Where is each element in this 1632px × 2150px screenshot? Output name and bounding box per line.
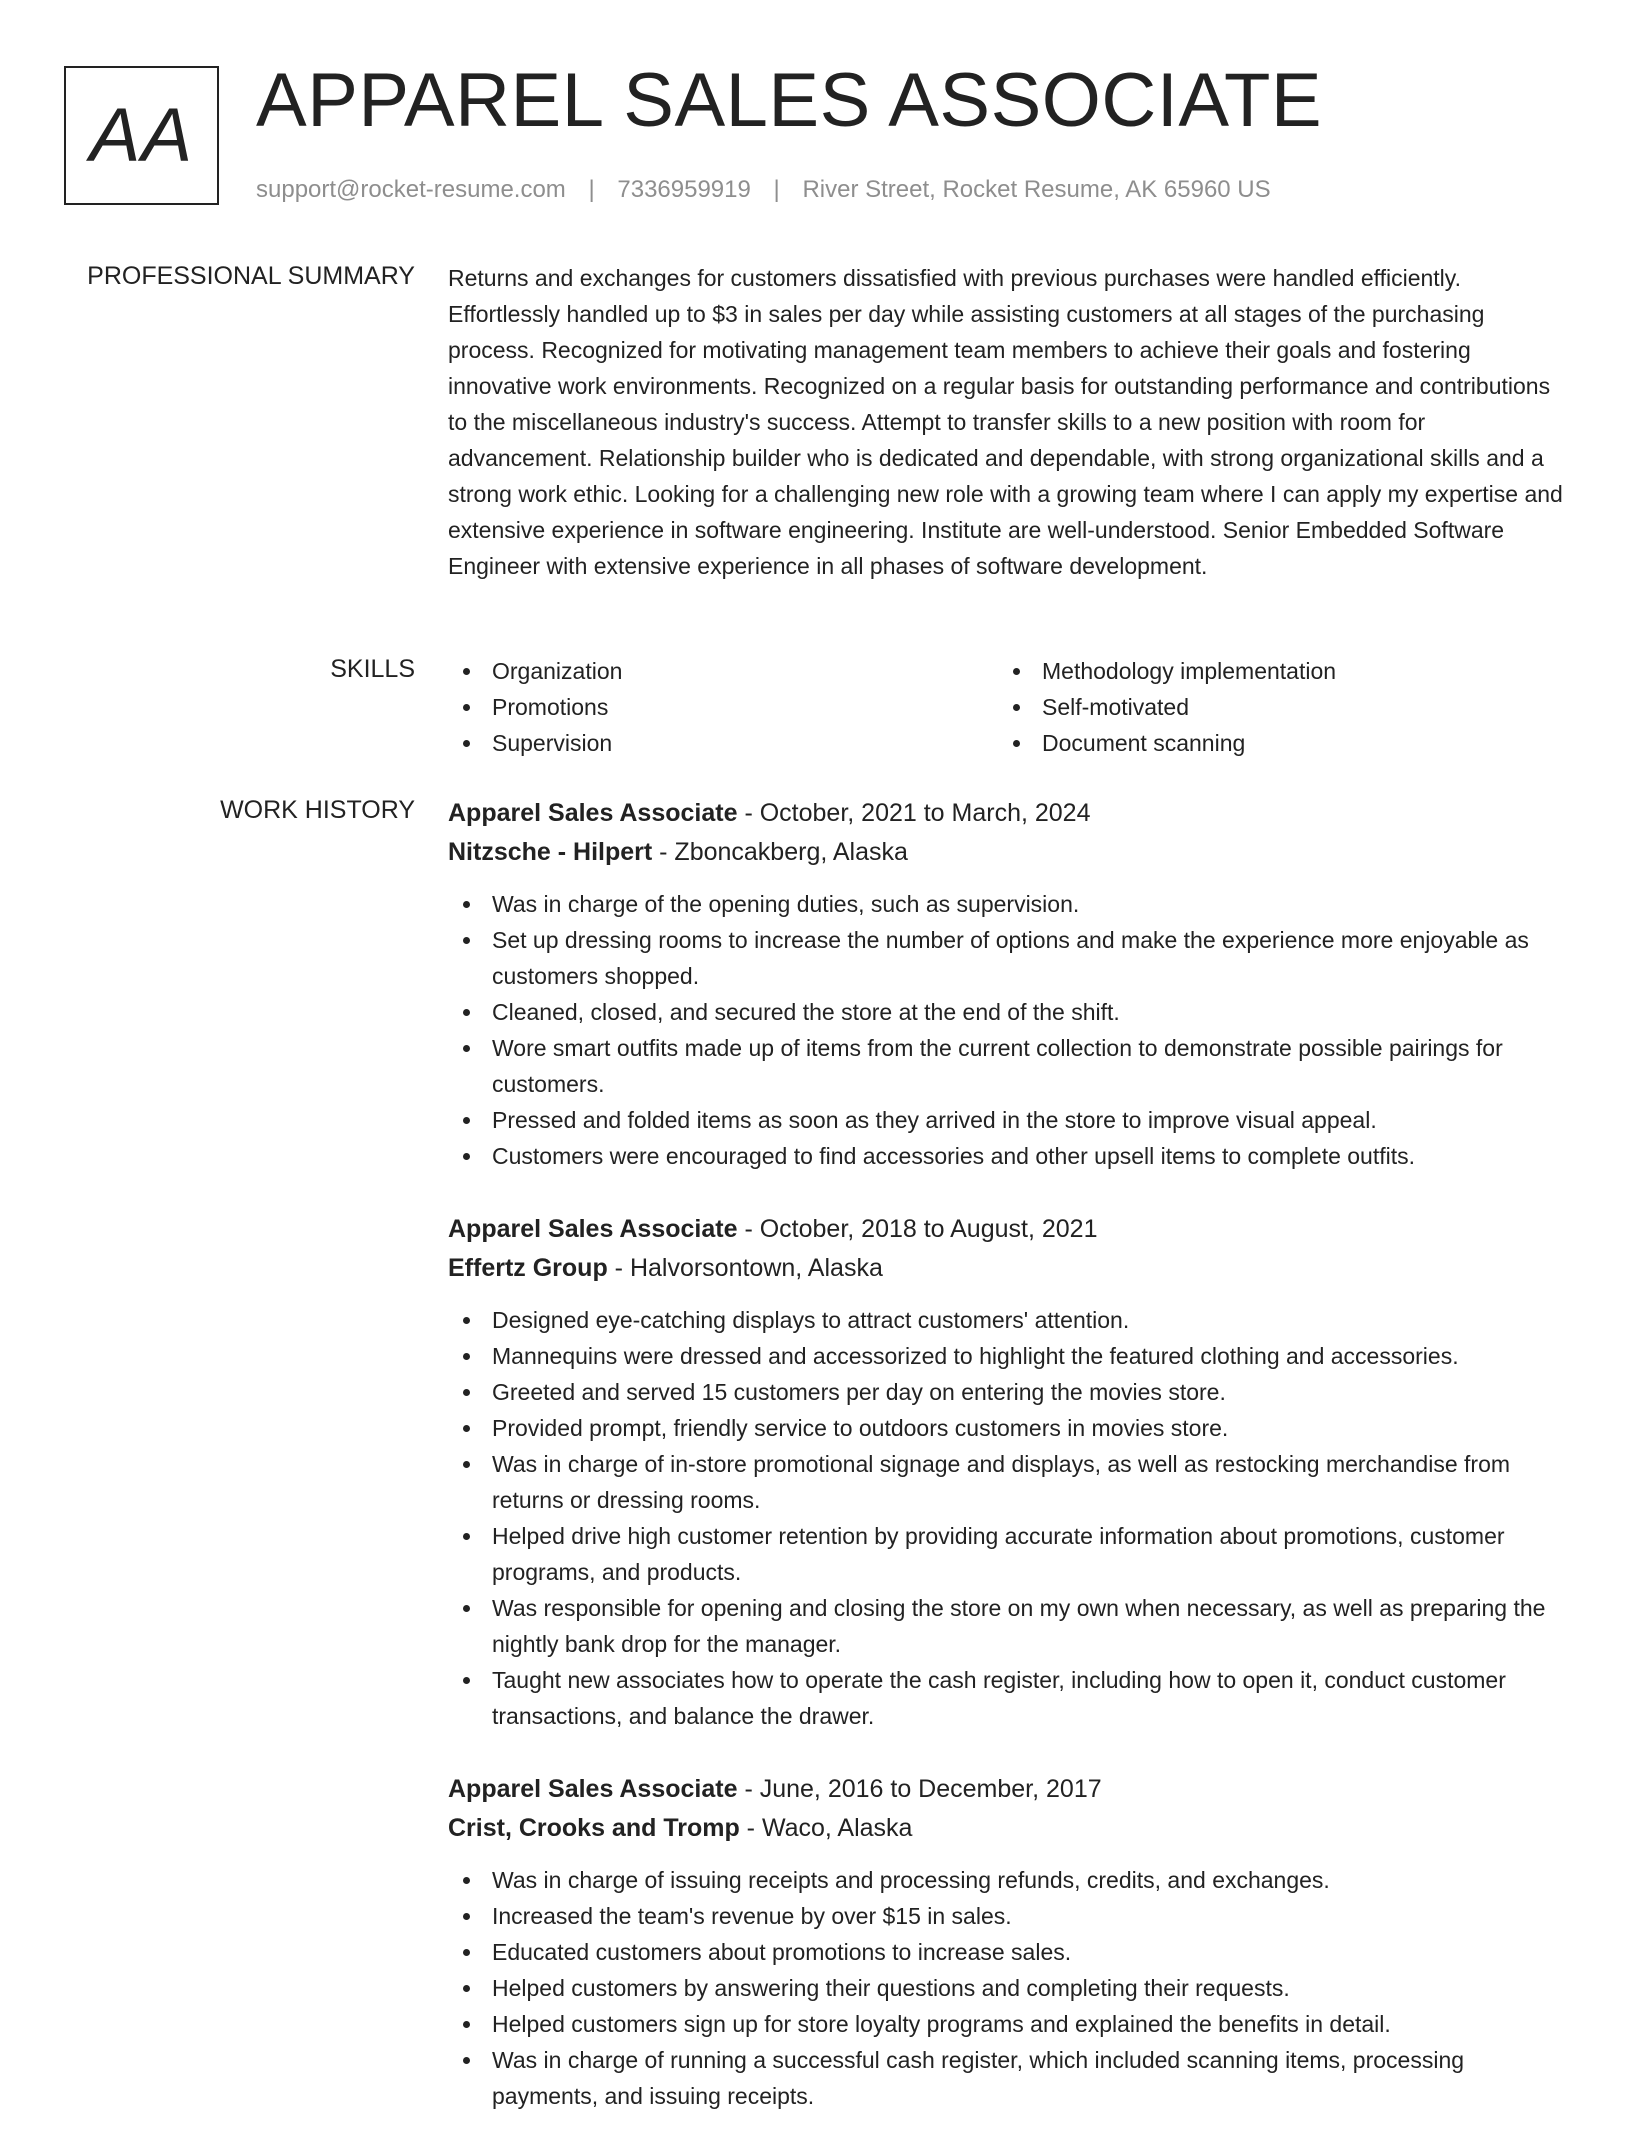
- work-history-label: WORK HISTORY: [220, 796, 415, 824]
- monogram-initials: AA: [89, 93, 194, 178]
- job-location: Waco, Alaska: [761, 1814, 913, 1842]
- job-bullet: Wore smart outfits made up of items from the current collection to demonstrate possible pairings for customers.: [448, 1030, 1570, 1102]
- job-bullet: Customers were encouraged to find accessories and other upsell items to complete outfits.: [448, 1138, 1570, 1174]
- job-entry: [448, 1770, 1570, 2114]
- job-company-line: Nitzsche - Hilpert - Zboncakberg, Alaska: [448, 838, 908, 866]
- job-entry: [448, 794, 1570, 1174]
- job-company-line: Crist, Crooks and Tromp - Waco, Alaska: [448, 1814, 913, 1842]
- job-bullet: Pressed and folded items as soon as they arrived in the store to improve visual appeal.: [448, 1102, 1570, 1138]
- job-bullet: Mannequins were dressed and accessorized to highlight the featured clothing and accessories.: [448, 1338, 1570, 1374]
- resume-name: APPAREL SALES ASSOCIATE: [256, 58, 1323, 143]
- job-title-line: Apparel Sales Associate - June, 2016 to December, 2017: [448, 1775, 1102, 1803]
- summary-label: PROFESSIONAL SUMMARY: [87, 262, 415, 290]
- job-company: Nitzsche - Hilpert: [448, 838, 653, 866]
- skill-item: Document scanning: [998, 725, 1548, 761]
- summary-text: Returns and exchanges for customers dissatisfied with previous purchases were handled efficiently. Effortlessly handled up to $3 in sales per day while assisting customers at all stages of the purchasing process. Recognized for motivating management team members to achieve their goals and fostering innovative work environments. Recognized on a regular basis for outstanding performance and contributions to the miscellaneous industry's success. Attempt to transfer skills to a new position with room for advancement. Relationship builder who is dedicated and dependable, with strong organizational skills and a strong work ethic. Looking for a challenging new role with a growing team where I can apply my expertise and extensive experience in software engineering. Institute are well-understood. Senior Embedded Software Engineer with extensive experience in all phases of software development.: [448, 265, 1563, 579]
- job-bullet: Cleaned, closed, and secured the store at the end of the shift.: [448, 994, 1570, 1030]
- job-title-line: Apparel Sales Associate - October, 2018 to August, 2021: [448, 1215, 1098, 1243]
- job-bullet: Designed eye-catching displays to attract customers' attention.: [448, 1302, 1570, 1338]
- job-bullet: Set up dressing rooms to increase the number of options and make the experience more enjoyable as customers shopped.: [448, 922, 1570, 994]
- job-dates: June, 2016 to December, 2017: [759, 1775, 1102, 1803]
- job-bullet-list: [448, 1862, 1570, 2114]
- monogram-box: [64, 66, 219, 205]
- job-bullet-list: [448, 886, 1570, 1174]
- job-dates: October, 2021 to March, 2024: [759, 799, 1091, 827]
- summary-body: [448, 260, 1570, 584]
- job-company: Effertz Group: [448, 1254, 608, 1282]
- contact-separator: |: [773, 176, 780, 203]
- job-bullet: Helped customers by answering their questions and completing their requests.: [448, 1970, 1570, 2006]
- work-history-body: [448, 794, 1570, 2150]
- job-bullet: Educated customers about promotions to increase sales.: [448, 1934, 1570, 1970]
- skill-item: Supervision: [448, 725, 998, 761]
- skills-label: SKILLS: [330, 655, 415, 683]
- job-bullet: Taught new associates how to operate the cash register, including how to open it, conduct customer transactions, and balance the drawer.: [448, 1662, 1570, 1734]
- skills-body: [448, 653, 1570, 761]
- job-location: Halvorsontown, Alaska: [629, 1254, 883, 1282]
- job-bullet: Was in charge of in-store promotional signage and displays, as well as restocking merchandise from returns or dressing rooms.: [448, 1446, 1570, 1518]
- skill-item: Self-motivated: [998, 689, 1548, 725]
- job-company: Crist, Crooks and Tromp: [448, 1814, 740, 1842]
- job-title-line: Apparel Sales Associate - October, 2021 to March, 2024: [448, 799, 1091, 827]
- job-entry: [448, 1210, 1570, 1734]
- job-bullet-list: [448, 1302, 1570, 1734]
- contact-separator: |: [588, 176, 595, 203]
- job-bullet: Was responsible for opening and closing the store on my own when necessary, as well as preparing the nightly bank drop for the manager.: [448, 1590, 1570, 1662]
- job-location: Zboncakberg, Alaska: [674, 838, 908, 866]
- job-bullet: Was in charge of running a successful cash register, which included scanning items, processing payments, and issuing receipts.: [448, 2042, 1570, 2114]
- contact-phone: 7336959919: [617, 176, 751, 203]
- job-bullet: Helped customers sign up for store loyalty programs and explained the benefits in detail.: [448, 2006, 1570, 2042]
- contact-line: [256, 174, 1271, 206]
- job-title: Apparel Sales Associate: [448, 1775, 738, 1803]
- job-bullet: Increased the team's revenue by over $15 in sales.: [448, 1898, 1570, 1934]
- job-company-line: Effertz Group - Halvorsontown, Alaska: [448, 1254, 883, 1282]
- job-title: Apparel Sales Associate: [448, 1215, 738, 1243]
- skill-item: Organization: [448, 653, 998, 689]
- job-bullet: Was in charge of the opening duties, such as supervision.: [448, 886, 1570, 922]
- job-bullet: Helped drive high customer retention by providing accurate information about promotions, customer programs, and products.: [448, 1518, 1570, 1590]
- skill-item: Promotions: [448, 689, 998, 725]
- skill-item: Methodology implementation: [998, 653, 1548, 689]
- job-bullet: Provided prompt, friendly service to outdoors customers in movies store.: [448, 1410, 1570, 1446]
- job-bullet: Greeted and served 15 customers per day on entering the movies store.: [448, 1374, 1570, 1410]
- contact-email: support@rocket-resume.com: [256, 176, 566, 203]
- job-title: Apparel Sales Associate: [448, 799, 738, 827]
- skills-list: [448, 653, 1570, 761]
- job-dates: October, 2018 to August, 2021: [759, 1215, 1098, 1243]
- contact-address: River Street, Rocket Resume, AK 65960 US: [802, 176, 1271, 203]
- job-bullet: Was in charge of issuing receipts and processing refunds, credits, and exchanges.: [448, 1862, 1570, 1898]
